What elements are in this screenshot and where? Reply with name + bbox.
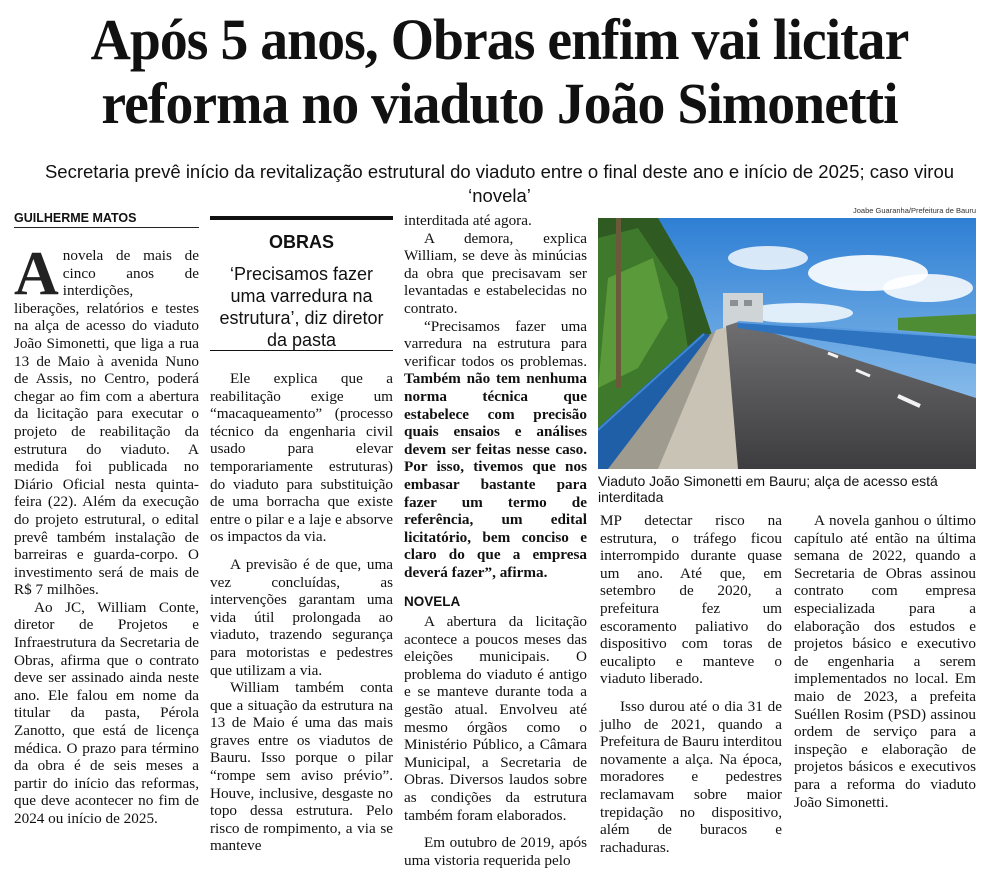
article-column-3 [404, 212, 587, 869]
headline-line-2: reforma no viaduto João Simonetti [101, 71, 898, 136]
paragraph: “Precisamos fazer uma varredura na estrutura para verificar todos os problemas. Também não tem nenhuma norma técnica que estabelece com precisão quais ensaios e análises devem ser feitas nesse caso. Por isso, tivemos que nos embasar bastante para fazer um termo de referência, um edital licitatório, bem conciso e claro do que a empresa deverá fazer”, afirma. [404, 317, 587, 581]
paragraph: MP detectar risco na estrutura, o tráfego ficou interrompido durante quase um ano. Até que, em setembro de 2020, a prefeitura fez um escoramento paliativo do dispositivo com toras de eucalipto e manteve o viaduto liberado. [600, 512, 782, 688]
subheadline: Secretaria prevê início da revitalização estrutural do viaduto entre o final deste ano e início de 2025; caso virou ‘novela’ [44, 161, 955, 206]
paragraph: Ele explica que a reabilitação exige um “macaqueamento” (processo técnico da engenharia civil usado para elevar temporariamente estruturas) do viaduto para substituição de uma borracha que existe entre o pilar e a laje e absorve os impactos da via. [210, 370, 393, 546]
paragraph: A previsão é de que, uma vez concluídas, as intervenções garantam uma vida útil prolongada ao viaduto, trazendo segurança para motoristas e pedestres que utilizam a via. [210, 555, 393, 679]
bold-quote: Também não tem nenhuma norma técnica que estabelece com precisão quais ensaios e análises devem ser feitas nesse caso. Por isso, tivemos que nos embasar bastante para fazer um termo de referência, um edital licitatório, bem conciso e claro do que a empresa deverá fazer”, afirma. [404, 370, 587, 581]
byline: GUILHERME MATOS [14, 211, 199, 228]
paragraph: A novela ganhou o último capítulo até então na última semana de 2022, quando a Secretaria de Obras assinou contrato com empresa especializada para a elaboração dos estudos e projetos básico e executivo de engenharia a serem implementados no local. Em maio de 2023, a prefeita Suéllen Rosim (PSD) assinou ordem de serviço para a inspeção e elaboração de projetos básicos e executivos para a reforma do viaduto João Simonetti. [794, 512, 976, 811]
photo-caption: Viaduto João Simonetti em Bauru; alça de acesso está interditada [598, 473, 938, 505]
article-column-2 [210, 370, 393, 855]
paragraph: Isso durou até o dia 31 de julho de 2021, quando a Prefeitura de Bauru interditou novamente a alça. Na época, moradores e pedestres reclamavam sobre maior trepidação no dispositivo, além de buracos e rachaduras. [600, 697, 782, 856]
pull-quote-kicker: OBRAS [268, 232, 334, 252]
paragraph: William também conta que a situação da estrutura na 13 de Maio é uma das mais graves entre os viadutos de Bauru. Isso porque o pilar “rompe sem aviso prévio”. Houve, inclusive, desgaste no topo dessa estrutura. Pelo risco de rompimento, a via se manteve [210, 679, 393, 855]
paragraph: A abertura da licitação acontece a poucos meses das eleições municipais. O problema do viaduto é antigo e se manteve durante toda a gestão atual. Envolveu até mesmo órgãos como o Ministério Público, a Câmara Municipal, a Secretaria de Obras. Diversos laudos sobre as condições da estrutura também foram elaborados. [404, 613, 587, 824]
viaduct-photo [598, 218, 976, 469]
drop-cap: A [14, 240, 59, 308]
article-column-4 [600, 512, 782, 856]
pull-quote-box [210, 216, 393, 351]
article-column-5 [794, 512, 976, 811]
paragraph: interditada até agora. [404, 212, 532, 229]
headline [32, 8, 968, 136]
paragraph: A demora, explica William, se deve às minúcias da obra que precisavam ser levantadas e estabelecidas no contrato. [404, 229, 587, 317]
photo-credit: Joabe Guaranha/Prefeitura de Bauru [853, 206, 976, 215]
pull-quote-text: ‘Precisamos fazer uma varredura na estrutura’, diz diretor da pasta [219, 264, 384, 350]
paragraph: Ao JC, William Conte, diretor de Projetos e Infraestrutura da Secretaria de Obras, afirma que o contrato deve ser assinado ainda neste ano. Ele falou em nome da titular da pasta, Pérola Zanotto, que está de licença médica. O prazo para término da obra é de seis meses a partir do início das reformas, que deve acontecer no fim de 2024 ou início de 2025. [14, 598, 199, 827]
viaduct-illustration [598, 218, 976, 469]
headline-line-1: Após 5 anos, Obras enfim vai licitar [90, 7, 909, 72]
article-column-1 [14, 240, 199, 828]
paragraph: Anovela de mais de cinco anos de interdições, liberações, relatórios e testes na alça de acesso do viaduto João Simonetti, que liga a rua 13 de Maio à avenida Nuno de Assis, no Centro, poderá chegar ao fim com a abertura da licitação para executar o projeto de reabilitação da estrutura do viaduto. A medida foi publicada no Diário Oficial nesta quinta-feira (22). Além da execução do projeto estrutural, o edital prevê também instalação de barreiras e guarda-corpo. O investimento será de mais de R$ 7 milhões. [14, 240, 199, 599]
section-heading: NOVELA [404, 594, 461, 610]
paragraph: Em outubro de 2019, após uma vistoria requerida pelo [404, 834, 587, 869]
